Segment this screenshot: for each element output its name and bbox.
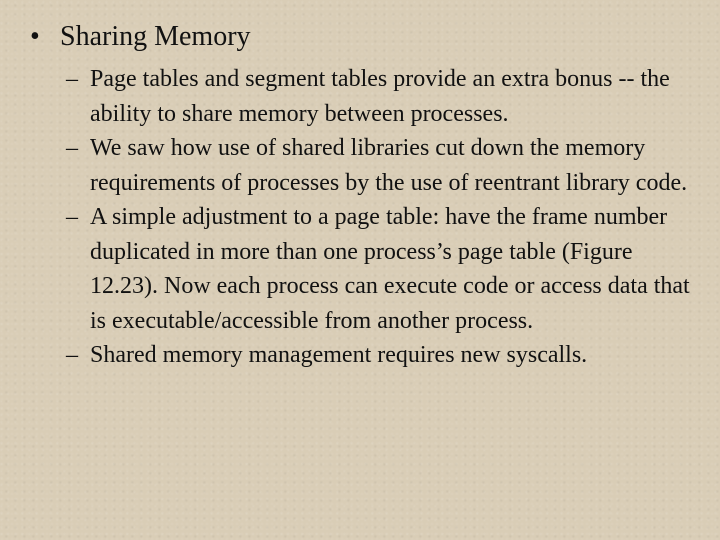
bullet-icon: • xyxy=(30,21,40,52)
sub-bullet-item xyxy=(66,131,696,200)
sub-bullet-list xyxy=(66,62,696,373)
sub-bullet-text: A simple adjustment to a page table: have the frame number duplicated in more than one process’s page table (Figure 12.23). Now each process can execute code or access data that is executable/accessible from another process. xyxy=(90,204,690,334)
dash-icon: – xyxy=(66,135,78,161)
bullet-title: Sharing Memory xyxy=(60,21,251,52)
dash-icon: – xyxy=(66,342,78,368)
dash-icon: – xyxy=(66,66,78,92)
sub-bullet-text: Shared memory management requires new syscalls. xyxy=(90,342,588,368)
sub-bullet-item xyxy=(66,62,696,131)
main-bullet xyxy=(30,18,251,56)
sub-bullet-text: We saw how use of shared libraries cut down the memory requirements of processes by the use of reentrant library code. xyxy=(90,135,688,196)
dash-icon: – xyxy=(66,204,78,230)
sub-bullet-item xyxy=(66,338,696,373)
sub-bullet-item xyxy=(66,200,696,338)
sub-bullet-text: Page tables and segment tables provide an extra bonus -- the ability to share memory between processes. xyxy=(90,66,670,127)
